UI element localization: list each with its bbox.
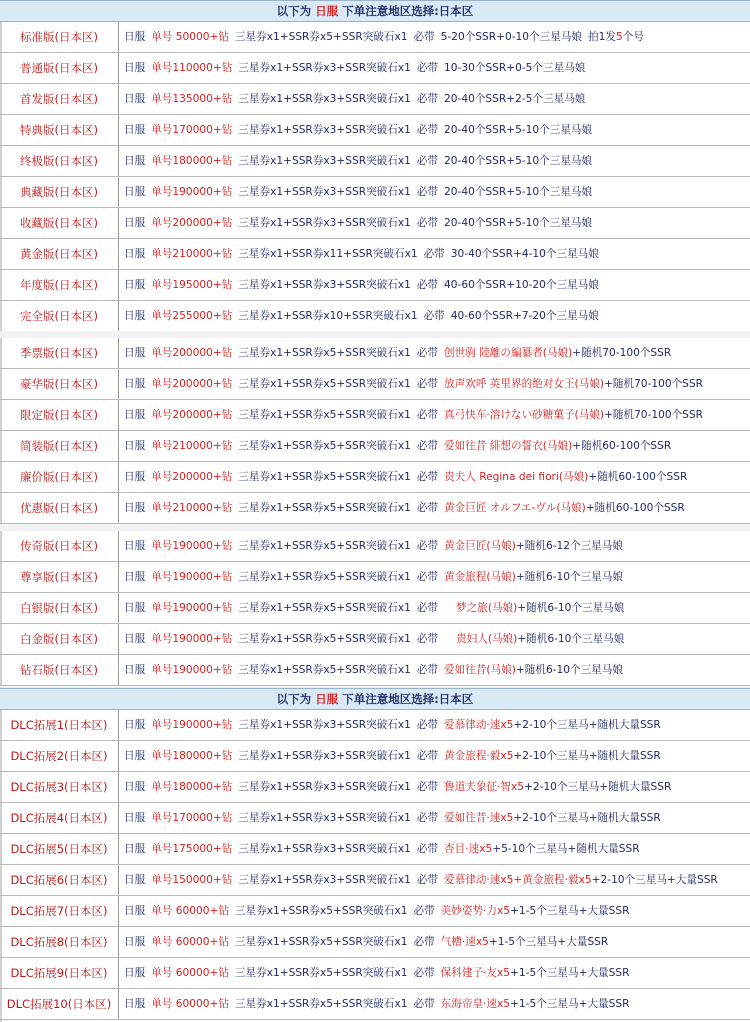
ticket-items: 三星券x1+SSR券x10+SSR突破石x1 [238, 310, 418, 322]
server-text: 日服 [124, 719, 146, 731]
edition-label: 白金版(日本区) [0, 624, 119, 654]
server-text: 日服 [124, 874, 146, 886]
section-gap [0, 331, 750, 338]
server-text: 日服 [124, 664, 146, 676]
must-include: 必带 [413, 967, 435, 979]
edition-label: DLC拓展8(日本区) [0, 927, 119, 957]
must-include: 必带 [416, 62, 439, 74]
account-diamonds: 单号210000+钻 [151, 248, 233, 260]
edition-description [124, 655, 748, 685]
edition-description [124, 208, 748, 238]
server-text: 日服 [124, 93, 146, 105]
account-diamonds: 单号190000+钻 [151, 719, 233, 731]
edition-description [124, 177, 748, 207]
ticket-items: 三星券x1+SSR券x5+SSR突破石x1 [238, 378, 411, 390]
table-row [0, 369, 750, 400]
extra-rewards: +2-10个三星马+随机大量SSR [513, 750, 661, 762]
must-include: 必带 [416, 502, 439, 514]
table-row [0, 115, 750, 146]
extra-rewards: 10-30个SSR+0-5个三星马娘 [444, 62, 586, 74]
edition-description [124, 958, 748, 988]
table-row [0, 772, 750, 803]
server-text: 日服 [124, 750, 146, 762]
table-row [0, 208, 750, 239]
server-text: 日服 [124, 998, 146, 1010]
table-row [0, 655, 750, 686]
table-row [0, 562, 750, 593]
must-include: 必带 [416, 719, 439, 731]
edition-description [124, 562, 748, 592]
account-diamonds: 单号190000+钻 [151, 664, 233, 676]
table-row [0, 493, 750, 524]
ticket-items: 三星券x1+SSR券x5+SSR突破石x1 [238, 571, 411, 583]
banner-suffix: 下单注意地区选择:日本区 [342, 4, 474, 18]
edition-label: 首发版(日本区) [0, 84, 119, 114]
table-row [0, 84, 750, 115]
horse-name: 鲁道夫象征·智x5 [444, 781, 524, 793]
ticket-items: 三星券x1+SSR券x5+SSR突破石x1 [238, 540, 411, 552]
ticket-items: 三星券x1+SSR券x5+SSR突破石x1 [238, 440, 411, 452]
account-diamonds: 单号135000+钻 [151, 93, 233, 105]
table-row [0, 146, 750, 177]
edition-description [124, 493, 748, 523]
table-row [0, 431, 750, 462]
must-include: 必带 [413, 31, 435, 43]
table-row [0, 239, 750, 270]
extra-rewards: 5-20个SSR+0-10个三星马娘 [440, 31, 583, 43]
account-diamonds: 单号175000+钻 [151, 843, 233, 855]
banner-server: 日服 [315, 692, 339, 706]
edition-description [124, 115, 748, 145]
extra-rewards: +1-5个三星马+大量SSR [510, 998, 630, 1010]
server-text: 日服 [124, 905, 146, 917]
extra-rewards: +随机6-10个三星马娘 [517, 633, 625, 645]
ticket-items: 三星券x1+SSR券x3+SSR突破石x1 [238, 719, 411, 731]
note-text: 拍1发 [588, 31, 616, 43]
horse-name: 黄金巨匠 オルフエ-ヴル(马娘) [444, 502, 586, 514]
extra-rewards: +1-5个三星马+大量SSR [510, 967, 630, 979]
edition-label: 终极版(日本区) [0, 146, 119, 176]
ticket-items: 三星券x1+SSR券x5+SSR突破石x1 [238, 347, 411, 359]
edition-label: 尊享版(日本区) [0, 562, 119, 592]
edition-description [124, 84, 748, 114]
ticket-items: 三星券x1+SSR券x5+SSR突破石x1 [238, 633, 411, 645]
table-row [0, 593, 750, 624]
edition-description [124, 834, 748, 864]
edition-label: 豪华版(日本区) [0, 369, 119, 399]
table-row [0, 989, 750, 1020]
extra-rewards: +随机70-100个SSR [604, 378, 703, 390]
edition-description [124, 400, 748, 430]
table-row [0, 803, 750, 834]
horse-name: 东海帝皇·速x5 [440, 998, 511, 1010]
edition-description [124, 772, 748, 802]
horse-name: 黄金旅程·毅x5 [444, 750, 514, 762]
server-text: 日服 [124, 843, 146, 855]
account-diamonds: 单号190000+钻 [151, 633, 233, 645]
must-include: 必带 [416, 378, 439, 390]
ticket-items: 三星券x1+SSR券x3+SSR突破石x1 [238, 750, 411, 762]
must-include: 必带 [416, 409, 439, 421]
section-gap [0, 524, 750, 531]
ticket-items: 三星券x1+SSR券x3+SSR突破石x1 [238, 279, 411, 291]
edition-description [124, 803, 748, 833]
extra-rewards: 20-40个SSR+5-10个三星马娘 [444, 155, 593, 167]
edition-description [124, 146, 748, 176]
account-diamonds: 单号170000+钻 [151, 124, 233, 136]
edition-description [124, 22, 748, 52]
account-diamonds: 单号200000+钻 [151, 409, 233, 421]
horse-name: 美妙姿势·力x5 [440, 905, 511, 917]
server-text: 日服 [124, 409, 146, 421]
edition-description [124, 270, 748, 300]
edition-description [124, 338, 748, 368]
region-banner [0, 0, 750, 22]
table-row [0, 462, 750, 493]
ticket-items: 三星券x1+SSR券x5+SSR突破石x1 [238, 502, 411, 514]
extra-rewards: 20-40个SSR+5-10个三星马娘 [444, 124, 593, 136]
must-include: 必带 [416, 750, 439, 762]
extra-rewards: +随机60-100个SSR [585, 502, 685, 514]
extra-rewards: 20-40个SSR+5-10个三星马娘 [444, 217, 593, 229]
extra-rewards: +2-10个三星马+随机大量SSR [524, 781, 672, 793]
ticket-items: 三星券x1+SSR券x3+SSR突破石x1 [238, 217, 411, 229]
horse-name: 放声欢呼 英里界的绝对女王(马娘) [444, 378, 604, 390]
edition-label: 特典版(日本区) [0, 115, 119, 145]
horse-name: 保科建子·友x5 [440, 967, 511, 979]
horse-name: 梦之旅(马娘) [456, 602, 518, 614]
edition-label: DLC拓展2(日本区) [0, 741, 119, 771]
horse-name: 贵妇人(马娘) [456, 633, 518, 645]
account-diamonds: 单号110000+钻 [151, 62, 233, 74]
edition-label: DLC拓展3(日本区) [0, 772, 119, 802]
edition-label: 钻石版(日本区) [0, 655, 119, 685]
server-text: 日服 [124, 471, 146, 483]
ticket-items: 三星券x1+SSR券x5+SSR突破石x1 [234, 967, 408, 979]
edition-description [124, 989, 748, 1019]
edition-label: 限定版(日本区) [0, 400, 119, 430]
account-diamonds: 单号190000+钻 [151, 602, 233, 614]
ticket-items: 三星券x1+SSR券x5+SSR突破石x1 [234, 31, 408, 43]
table-row [0, 865, 750, 896]
edition-label: 典藏版(日本区) [0, 177, 119, 207]
edition-label: DLC拓展4(日本区) [0, 803, 119, 833]
extra-rewards: +2-10个三星马+随机大量SSR [513, 812, 661, 824]
server-text: 日服 [124, 571, 146, 583]
edition-label: DLC拓展10(日本区) [0, 989, 119, 1019]
account-diamonds: 单号200000+钻 [151, 217, 233, 229]
edition-label: DLC拓展7(日本区) [0, 896, 119, 926]
must-include: 必带 [416, 124, 439, 136]
edition-description [124, 462, 748, 492]
server-text: 日服 [124, 967, 146, 979]
table-row [0, 741, 750, 772]
server-text: 日服 [124, 812, 146, 824]
ticket-items: 三星券x1+SSR券x3+SSR突破石x1 [238, 155, 411, 167]
ticket-items: 三星券x1+SSR券x3+SSR突破石x1 [238, 843, 411, 855]
ticket-items: 三星券x1+SSR券x3+SSR突破石x1 [238, 124, 411, 136]
edition-description [124, 710, 748, 740]
horse-name: 杏目·速x5 [444, 843, 493, 855]
must-include: 必带 [416, 347, 439, 359]
horse-name: 黄金旅程(马娘) [444, 571, 516, 583]
extra-rewards: +2-10个三星马+大量SSR [591, 874, 718, 886]
server-text: 日服 [124, 602, 146, 614]
account-diamonds: 单号170000+钻 [151, 812, 233, 824]
extra-rewards: +随机6-10个三星马娘 [515, 664, 623, 676]
edition-description [124, 896, 748, 926]
extra-rewards: +5-10个三星马+随机大量SSR [492, 843, 640, 855]
account-diamonds: 单号190000+钻 [151, 186, 233, 198]
edition-label: DLC拓展1(日本区) [0, 710, 119, 740]
table-row [0, 270, 750, 301]
must-include: 必带 [416, 279, 439, 291]
edition-label: 季票版(日本区) [0, 338, 119, 368]
extra-rewards: 20-40个SSR+2-5个三星马娘 [444, 93, 586, 105]
extra-rewards: +2-10个三星马+随机大量SSR [513, 719, 661, 731]
must-include: 必带 [416, 440, 439, 452]
extra-rewards: 20-40个SSR+5-10个三星马娘 [444, 186, 593, 198]
extra-rewards: +随机6-10个三星马娘 [517, 602, 625, 614]
edition-description [124, 53, 748, 83]
must-include: 必带 [423, 248, 445, 260]
server-text: 日服 [124, 155, 146, 167]
server-text: 日服 [124, 540, 146, 552]
must-include: 必带 [416, 217, 439, 229]
ticket-items: 三星券x1+SSR券x3+SSR突破石x1 [238, 93, 411, 105]
horse-name: 气槽·速x5 [440, 936, 489, 948]
account-diamonds: 单号 60000+钻 [151, 905, 229, 917]
must-include: 必带 [416, 186, 439, 198]
account-diamonds: 单号200000+钻 [151, 378, 233, 390]
server-text: 日服 [124, 31, 146, 43]
must-include: 必带 [416, 93, 439, 105]
must-include: 必带 [416, 664, 439, 676]
must-include: 必带 [416, 633, 439, 645]
table-row [0, 896, 750, 927]
server-text: 日服 [124, 124, 146, 136]
edition-description [124, 239, 748, 269]
horse-name: 真弓快车·溶けない砂糖菓子(马娘) [444, 409, 604, 421]
table-row [0, 177, 750, 208]
server-text: 日服 [124, 248, 146, 260]
edition-label: 廉价版(日本区) [0, 462, 119, 492]
account-diamonds: 单号180000+钻 [151, 155, 233, 167]
horse-name: 创世驹 陸離の編纂者(马娘) [444, 347, 573, 359]
edition-description [124, 741, 748, 771]
account-diamonds: 单号190000+钻 [151, 571, 233, 583]
edition-label: 完全版(日本区) [0, 301, 119, 331]
account-diamonds: 单号210000+钻 [151, 502, 233, 514]
edition-description [124, 624, 748, 654]
edition-label: 普通版(日本区) [0, 53, 119, 83]
server-text: 日服 [124, 502, 146, 514]
table-row [0, 22, 750, 53]
edition-description [124, 431, 748, 461]
must-include: 必带 [413, 936, 435, 948]
account-diamonds: 单号 60000+钻 [151, 998, 229, 1010]
table-row [0, 301, 750, 332]
extra-rewards: +1-5个三星马+大量SSR [510, 905, 630, 917]
table-row [0, 958, 750, 989]
edition-label: 优惠版(日本区) [0, 493, 119, 523]
extra-rewards: 40-60个SSR+7-20个三星马娘 [450, 310, 599, 322]
edition-label: DLC拓展5(日本区) [0, 834, 119, 864]
edition-description [124, 369, 748, 399]
server-text: 日服 [124, 217, 146, 229]
banner-prefix: 以下为 [276, 4, 312, 18]
extra-rewards: +随机70-100个SSR [572, 347, 672, 359]
extra-rewards: +随机6-10个三星马娘 [515, 571, 623, 583]
must-include: 必带 [416, 812, 439, 824]
must-include: 必带 [416, 781, 439, 793]
server-text: 日服 [124, 781, 146, 793]
account-diamonds: 单号 50000+钻 [151, 31, 229, 43]
horse-name: 爱如往昔(马娘) [444, 664, 516, 676]
table-row [0, 53, 750, 84]
account-diamonds: 单号200000+钻 [151, 471, 233, 483]
account-diamonds: 单号 60000+钻 [151, 936, 229, 948]
must-include: 必带 [413, 905, 435, 917]
horse-name: 黄金巨匠(马娘) [444, 540, 516, 552]
table-row [0, 400, 750, 431]
horse-name: 爱慕律动·速x5+黄金旅程·毅x5 [444, 874, 592, 886]
horse-name: 爱如往昔 緋想の誓衣(马娘) [444, 440, 573, 452]
edition-label: DLC拓展9(日本区) [0, 958, 119, 988]
edition-description [124, 531, 748, 561]
extra-rewards: +随机70-100个SSR [604, 409, 703, 421]
account-diamonds: 单号190000+钻 [151, 540, 233, 552]
server-text: 日服 [124, 62, 146, 74]
account-diamonds: 单号195000+钻 [151, 279, 233, 291]
horse-name: 爱慕律动·速x5 [444, 719, 514, 731]
must-include: 必带 [413, 998, 435, 1010]
extra-rewards: +1-5个三星马+大量SSR [488, 936, 609, 948]
must-include: 必带 [416, 571, 439, 583]
ticket-items: 三星券x1+SSR券x5+SSR突破石x1 [234, 998, 408, 1010]
must-include: 必带 [416, 602, 439, 614]
ticket-items: 三星券x1+SSR券x5+SSR突破石x1 [234, 936, 408, 948]
edition-description [124, 593, 748, 623]
ticket-items: 三星券x1+SSR券x5+SSR突破石x1 [234, 905, 408, 917]
note-text: 个号 [622, 31, 644, 43]
server-text: 日服 [124, 347, 146, 359]
table-row [0, 531, 750, 562]
server-text: 日服 [124, 378, 146, 390]
ticket-items: 三星券x1+SSR券x5+SSR突破石x1 [238, 602, 411, 614]
extra-rewards: 40-60个SSR+10-20个三星马娘 [444, 279, 599, 291]
table-row [0, 927, 750, 958]
extra-rewards: +随机6-12个三星马娘 [515, 540, 623, 552]
account-diamonds: 单号180000+钻 [151, 781, 233, 793]
region-banner [0, 688, 750, 710]
table-row [0, 834, 750, 865]
server-text: 日服 [124, 936, 146, 948]
server-text: 日服 [124, 440, 146, 452]
horse-name: 爱如往昔·速x5 [444, 812, 514, 824]
must-include: 必带 [416, 471, 439, 483]
edition-label: 年度版(日本区) [0, 270, 119, 300]
ticket-items: 三星券x1+SSR券x5+SSR突破石x1 [238, 409, 411, 421]
note-count: 5 [615, 31, 623, 43]
must-include: 必带 [416, 540, 439, 552]
ticket-items: 三星券x1+SSR券x3+SSR突破石x1 [238, 874, 411, 886]
edition-label: DLC拓展6(日本区) [0, 865, 119, 895]
edition-description [124, 865, 748, 895]
extra-rewards: +随机60-100个SSR [588, 471, 688, 483]
ticket-items: 三星券x1+SSR券x3+SSR突破石x1 [238, 62, 411, 74]
horse-name: 贵夫人 Regina dei fiori(马娘) [444, 471, 589, 483]
must-include: 必带 [416, 874, 439, 886]
must-include: 必带 [416, 843, 439, 855]
server-text: 日服 [124, 310, 146, 322]
must-include: 必带 [416, 155, 439, 167]
account-diamonds: 单号180000+钻 [151, 750, 233, 762]
account-diamonds: 单号200000+钻 [151, 347, 233, 359]
server-text: 日服 [124, 633, 146, 645]
account-diamonds: 单号 60000+钻 [151, 967, 229, 979]
edition-label: 收藏版(日本区) [0, 208, 119, 238]
server-text: 日服 [124, 186, 146, 198]
account-diamonds: 单号255000+钻 [151, 310, 233, 322]
ticket-items: 三星券x1+SSR券x3+SSR突破石x1 [238, 812, 411, 824]
table-row [0, 624, 750, 655]
extra-rewards: 30-40个SSR+4-10个三星马娘 [450, 248, 599, 260]
ticket-items: 三星券x1+SSR券x11+SSR突破石x1 [238, 248, 418, 260]
edition-description [124, 927, 748, 957]
ticket-items: 三星券x1+SSR券x5+SSR突破石x1 [238, 664, 411, 676]
edition-label: 传奇版(日本区) [0, 531, 119, 561]
banner-prefix: 以下为 [276, 692, 312, 706]
edition-label: 标准版(日本区) [0, 22, 119, 52]
edition-label: 白银版(日本区) [0, 593, 119, 623]
banner-server: 日服 [315, 4, 339, 18]
edition-label: 简装版(日本区) [0, 431, 119, 461]
server-text: 日服 [124, 279, 146, 291]
ticket-items: 三星券x1+SSR券x3+SSR突破石x1 [238, 781, 411, 793]
account-diamonds: 单号210000+钻 [151, 440, 233, 452]
ticket-items: 三星券x1+SSR券x3+SSR突破石x1 [238, 186, 411, 198]
edition-description [124, 301, 748, 331]
banner-suffix: 下单注意地区选择:日本区 [342, 692, 474, 706]
ticket-items: 三星券x1+SSR券x5+SSR突破石x1 [238, 471, 411, 483]
account-diamonds: 单号150000+钻 [151, 874, 233, 886]
edition-label: 黄金版(日本区) [0, 239, 119, 269]
must-include: 必带 [423, 310, 445, 322]
extra-rewards: +随机60-100个SSR [572, 440, 672, 452]
table-row [0, 710, 750, 741]
table-row [0, 338, 750, 369]
